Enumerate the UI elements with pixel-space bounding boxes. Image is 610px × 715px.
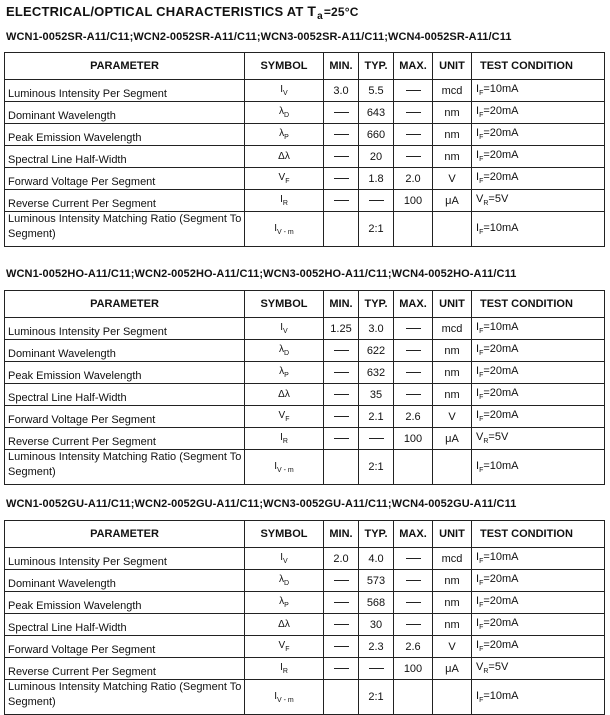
cell-max	[394, 680, 433, 715]
cell-typ: 1.8	[359, 168, 394, 190]
table-row	[5, 636, 605, 658]
cell-test-condition: $I_F=20mA$	[472, 384, 605, 406]
cell-unit: V	[433, 406, 472, 428]
table-row	[5, 80, 605, 102]
cell-parameter: Luminous Intensity Matching Ratio (Segment To Segment)	[5, 212, 245, 247]
cell-parameter: Dominant Wavelength	[5, 570, 245, 592]
cell-typ	[359, 428, 394, 450]
cell-unit: nm	[433, 362, 472, 384]
col-header-typ: TYP.	[359, 521, 394, 548]
cell-typ: 2.1	[359, 406, 394, 428]
em-dash	[406, 328, 421, 329]
cell-min	[324, 570, 359, 592]
cell-unit	[433, 450, 472, 485]
cell-parameter: Peak Emission Wavelength	[5, 592, 245, 614]
table-row	[5, 124, 605, 146]
em-dash	[369, 668, 384, 669]
cell-max	[394, 102, 433, 124]
cell-symbol: $I_{V - m}$	[245, 680, 324, 715]
em-dash	[334, 156, 349, 157]
cell-unit: μA	[433, 428, 472, 450]
cell-unit: nm	[433, 384, 472, 406]
col-header-test-condition: TEST CONDITION	[472, 291, 605, 318]
cell-symbol: $V_F$	[245, 636, 324, 658]
col-header-symbol: SYMBOL	[245, 521, 324, 548]
cell-test-condition: $I_F=10mA$	[472, 318, 605, 340]
cell-unit: nm	[433, 592, 472, 614]
cell-unit: μA	[433, 658, 472, 680]
em-dash	[406, 558, 421, 559]
cell-test-condition: $I_F=20mA$	[472, 570, 605, 592]
col-header-typ: TYP.	[359, 53, 394, 80]
cell-typ: 2:1	[359, 212, 394, 247]
table-row	[5, 680, 605, 715]
cell-typ: 35	[359, 384, 394, 406]
cell-typ: 4.0	[359, 548, 394, 570]
em-dash	[334, 668, 349, 669]
cell-unit: mcd	[433, 318, 472, 340]
cell-symbol: $I_{V - m}$	[245, 450, 324, 485]
cell-parameter: Peak Emission Wavelength	[5, 362, 245, 384]
cell-symbol: Δλ	[245, 384, 324, 406]
cell-max	[394, 80, 433, 102]
cell-typ: 632	[359, 362, 394, 384]
em-dash	[334, 416, 349, 417]
cell-unit: V	[433, 636, 472, 658]
cell-typ: 660	[359, 124, 394, 146]
cell-test-condition: $I_F=20mA$	[472, 102, 605, 124]
cell-typ	[359, 658, 394, 680]
em-dash	[334, 350, 349, 351]
em-dash	[334, 646, 349, 647]
col-header-unit: UNIT	[433, 53, 472, 80]
cell-unit	[433, 680, 472, 715]
cell-unit: V	[433, 168, 472, 190]
col-header-max: MAX.	[394, 53, 433, 80]
col-header-min: MIN.	[324, 53, 359, 80]
em-dash	[406, 112, 421, 113]
em-dash	[406, 350, 421, 351]
cell-max	[394, 570, 433, 592]
cell-min	[324, 340, 359, 362]
cell-min	[324, 636, 359, 658]
col-header-symbol: SYMBOL	[245, 291, 324, 318]
col-header-min: MIN.	[324, 521, 359, 548]
cell-typ: 2:1	[359, 450, 394, 485]
cell-test-condition: $I_F=10mA$	[472, 80, 605, 102]
cell-parameter: Luminous Intensity Matching Ratio (Segment To Segment)	[5, 450, 245, 485]
cell-test-condition: $I_F=10mA$	[472, 548, 605, 570]
cell-symbol: $I_R$	[245, 190, 324, 212]
cell-symbol: $\lambda_D$	[245, 570, 324, 592]
cell-unit: nm	[433, 146, 472, 168]
cell-parameter: Dominant Wavelength	[5, 102, 245, 124]
cell-typ: 573	[359, 570, 394, 592]
cell-test-condition: $I_F=20mA$	[472, 636, 605, 658]
cell-min: 2.0	[324, 548, 359, 570]
cell-unit	[433, 212, 472, 247]
cell-max	[394, 548, 433, 570]
cell-max	[394, 362, 433, 384]
em-dash	[334, 580, 349, 581]
cell-test-condition: $I_F=20mA$	[472, 146, 605, 168]
cell-symbol: $I_V$	[245, 548, 324, 570]
cell-symbol: $I_{V - m}$	[245, 212, 324, 247]
cell-max	[394, 340, 433, 362]
cell-parameter: Forward Voltage Per Segment	[5, 168, 245, 190]
em-dash	[334, 394, 349, 395]
table-row	[5, 212, 605, 247]
cell-symbol: $V_F$	[245, 168, 324, 190]
cell-parameter: Forward Voltage Per Segment	[5, 406, 245, 428]
cell-test-condition: $V_R=5V$	[472, 190, 605, 212]
cell-typ	[359, 190, 394, 212]
em-dash	[334, 134, 349, 135]
em-dash	[406, 372, 421, 373]
em-dash	[406, 394, 421, 395]
cell-min	[324, 362, 359, 384]
cell-symbol: Δλ	[245, 146, 324, 168]
cell-test-condition: $V_R=5V$	[472, 658, 605, 680]
cell-parameter: Reverse Current Per Segment	[5, 658, 245, 680]
cell-test-condition: $I_F=20mA$	[472, 168, 605, 190]
cell-typ: 30	[359, 614, 394, 636]
section-heading: WCN1-0052HO-A11/C11;WCN2-0052HO-A11/C11;WCN3-0052HO-A11/C11;WCN4-0052HO-A11/C11	[6, 268, 517, 280]
cell-typ: 3.0	[359, 318, 394, 340]
table-row	[5, 318, 605, 340]
cell-typ: 2:1	[359, 680, 394, 715]
cell-typ: 622	[359, 340, 394, 362]
cell-test-condition: $I_F=10mA$	[472, 212, 605, 247]
table-row	[5, 614, 605, 636]
cell-max: 2.0	[394, 168, 433, 190]
cell-max	[394, 450, 433, 485]
cell-symbol: $\lambda_D$	[245, 102, 324, 124]
em-dash	[406, 156, 421, 157]
section-heading: WCN1-0052SR-A11/C11;WCN2-0052SR-A11/C11;WCN3-0052SR-A11/C11;WCN4-0052SR-A11/C11	[6, 31, 512, 43]
page-title-symbol: T	[307, 3, 317, 19]
cell-typ: 2.3	[359, 636, 394, 658]
cell-symbol: $V_F$	[245, 406, 324, 428]
cell-symbol: $\lambda_P$	[245, 124, 324, 146]
page-title-subscript: a	[317, 11, 323, 22]
table-row	[5, 658, 605, 680]
cell-test-condition: $I_F=20mA$	[472, 124, 605, 146]
col-header-max: MAX.	[394, 291, 433, 318]
table-row	[5, 592, 605, 614]
cell-min	[324, 384, 359, 406]
cell-typ: 568	[359, 592, 394, 614]
cell-parameter: Luminous Intensity Per Segment	[5, 80, 245, 102]
col-header-max: MAX.	[394, 521, 433, 548]
cell-max	[394, 614, 433, 636]
table-row	[5, 548, 605, 570]
table-row	[5, 570, 605, 592]
table-row	[5, 102, 605, 124]
col-header-parameter: PARAMETER	[5, 521, 245, 548]
table-row	[5, 428, 605, 450]
cell-max: 100	[394, 658, 433, 680]
em-dash	[334, 624, 349, 625]
em-dash	[334, 372, 349, 373]
em-dash	[334, 112, 349, 113]
cell-max: 2.6	[394, 406, 433, 428]
cell-unit: nm	[433, 570, 472, 592]
cell-symbol: $\lambda_D$	[245, 340, 324, 362]
cell-max	[394, 146, 433, 168]
cell-symbol: $\lambda_P$	[245, 592, 324, 614]
cell-symbol: $I_R$	[245, 428, 324, 450]
col-header-unit: UNIT	[433, 291, 472, 318]
cell-min	[324, 212, 359, 247]
em-dash	[369, 200, 384, 201]
cell-min	[324, 428, 359, 450]
cell-unit: nm	[433, 614, 472, 636]
cell-parameter: Dominant Wavelength	[5, 340, 245, 362]
col-header-parameter: PARAMETER	[5, 291, 245, 318]
cell-parameter: Spectral Line Half-Width	[5, 384, 245, 406]
cell-min: 1.25	[324, 318, 359, 340]
cell-max	[394, 212, 433, 247]
em-dash	[406, 602, 421, 603]
cell-min	[324, 190, 359, 212]
cell-min	[324, 450, 359, 485]
page-title-text: ELECTRICAL/OPTICAL CHARACTERISTICS AT	[6, 4, 308, 19]
cell-min	[324, 102, 359, 124]
table-row	[5, 340, 605, 362]
table-row	[5, 168, 605, 190]
cell-max	[394, 384, 433, 406]
table-header-row	[5, 53, 605, 80]
cell-symbol: $I_V$	[245, 318, 324, 340]
cell-test-condition: $I_F=20mA$	[472, 362, 605, 384]
em-dash	[334, 602, 349, 603]
cell-max: 100	[394, 428, 433, 450]
col-header-test-condition: TEST CONDITION	[472, 53, 605, 80]
cell-test-condition: $I_F=10mA$	[472, 450, 605, 485]
section-heading: WCN1-0052GU-A11/C11;WCN2-0052GU-A11/C11;WCN3-0052GU-A11/C11;WCN4-0052GU-A11/C11	[6, 498, 517, 510]
cell-unit: nm	[433, 124, 472, 146]
page-title-value: =25°C	[323, 5, 359, 19]
cell-test-condition: $I_F=20mA$	[472, 340, 605, 362]
cell-min	[324, 658, 359, 680]
table-row	[5, 406, 605, 428]
cell-min	[324, 680, 359, 715]
cell-max	[394, 318, 433, 340]
cell-parameter: Luminous Intensity Per Segment	[5, 548, 245, 570]
cell-parameter: Forward Voltage Per Segment	[5, 636, 245, 658]
col-header-test-condition: TEST CONDITION	[472, 521, 605, 548]
em-dash	[369, 438, 384, 439]
cell-parameter: Reverse Current Per Segment	[5, 428, 245, 450]
characteristics-table	[4, 290, 605, 485]
cell-min	[324, 146, 359, 168]
em-dash	[406, 90, 421, 91]
table-row	[5, 362, 605, 384]
cell-symbol: $I_R$	[245, 658, 324, 680]
cell-max: 100	[394, 190, 433, 212]
cell-symbol: $\lambda_P$	[245, 362, 324, 384]
table-row	[5, 146, 605, 168]
cell-parameter: Peak Emission Wavelength	[5, 124, 245, 146]
cell-typ: 5.5	[359, 80, 394, 102]
cell-min	[324, 168, 359, 190]
cell-symbol: Δλ	[245, 614, 324, 636]
cell-unit: μA	[433, 190, 472, 212]
table-header-row	[5, 521, 605, 548]
cell-min	[324, 614, 359, 636]
em-dash	[406, 624, 421, 625]
cell-min	[324, 124, 359, 146]
cell-parameter: Spectral Line Half-Width	[5, 146, 245, 168]
characteristics-table	[4, 520, 605, 715]
cell-parameter: Spectral Line Half-Width	[5, 614, 245, 636]
table-row	[5, 450, 605, 485]
col-header-parameter: PARAMETER	[5, 53, 245, 80]
cell-unit: nm	[433, 340, 472, 362]
cell-min: 3.0	[324, 80, 359, 102]
cell-test-condition: $I_F=20mA$	[472, 592, 605, 614]
cell-test-condition: $I_F=20mA$	[472, 614, 605, 636]
cell-symbol: $I_V$	[245, 80, 324, 102]
page-title	[6, 3, 359, 22]
col-header-unit: UNIT	[433, 521, 472, 548]
cell-test-condition: $I_F=10mA$	[472, 680, 605, 715]
col-header-min: MIN.	[324, 291, 359, 318]
cell-test-condition: $V_R=5V$	[472, 428, 605, 450]
em-dash	[406, 134, 421, 135]
cell-max	[394, 124, 433, 146]
cell-parameter: Reverse Current Per Segment	[5, 190, 245, 212]
em-dash	[406, 580, 421, 581]
table-row	[5, 190, 605, 212]
cell-unit: mcd	[433, 548, 472, 570]
table-row	[5, 384, 605, 406]
cell-min	[324, 592, 359, 614]
characteristics-table	[4, 52, 605, 247]
em-dash	[334, 200, 349, 201]
cell-min	[324, 406, 359, 428]
cell-unit: nm	[433, 102, 472, 124]
col-header-typ: TYP.	[359, 291, 394, 318]
em-dash	[334, 438, 349, 439]
cell-parameter: Luminous Intensity Per Segment	[5, 318, 245, 340]
em-dash	[334, 178, 349, 179]
cell-test-condition: $I_F=20mA$	[472, 406, 605, 428]
col-header-symbol: SYMBOL	[245, 53, 324, 80]
table-header-row	[5, 291, 605, 318]
cell-typ: 20	[359, 146, 394, 168]
cell-max: 2.6	[394, 636, 433, 658]
cell-max	[394, 592, 433, 614]
cell-typ: 643	[359, 102, 394, 124]
cell-parameter: Luminous Intensity Matching Ratio (Segment To Segment)	[5, 680, 245, 715]
cell-unit: mcd	[433, 80, 472, 102]
